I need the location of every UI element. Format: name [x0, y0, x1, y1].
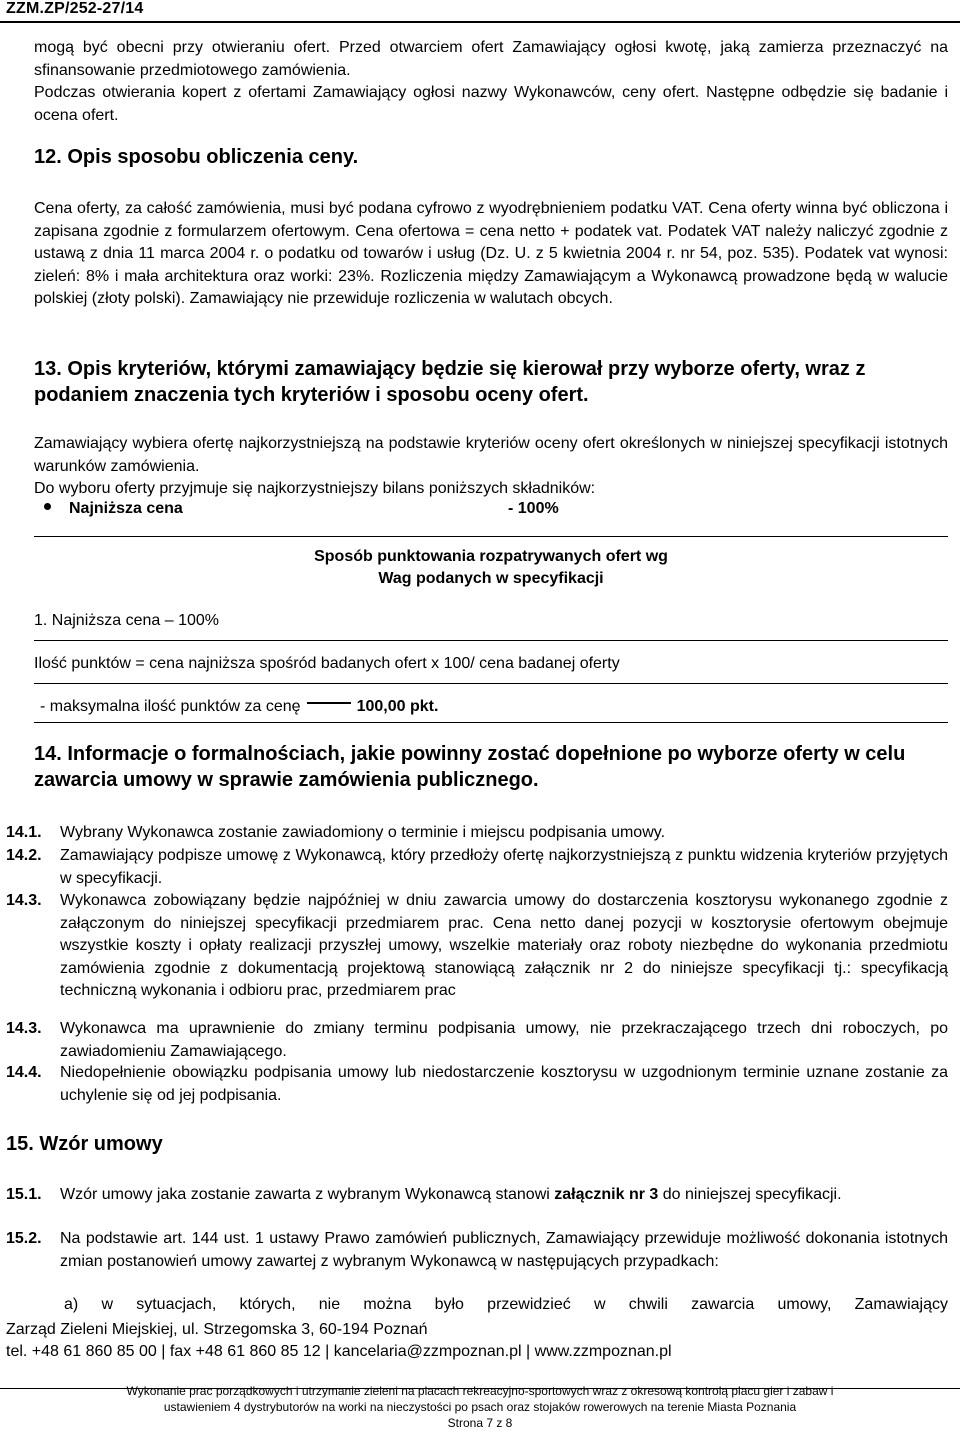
section-13-title: Opis kryteriów, którymi zamawiający będzie się kierował przy wyborze oferty, wraz z podaniem znaczenia tych kryteriów i sposobu oceny ofert. [34, 358, 866, 406]
scoring-box-title-line-2: Wag podanych w specyfikacji [378, 570, 604, 587]
item-text: Wybrany Wykonawca zostanie zawiadomiony o terminie i miejscu podpisania umowy. [60, 824, 666, 841]
section-13-paragraph-2: Do wyboru oferty przyjmuje się najkorzystniejszy bilans poniższych składników: [34, 480, 596, 497]
section-13-number: 13. [34, 358, 62, 380]
scoring-box-top-rule [34, 536, 948, 537]
item-text [60, 1184, 948, 1207]
item-text: Na podstawie art. 144 ust. 1 ustawy Prawo zamówień publicznych, Zamawiający przewiduje możliwość dokonania istotnych zmian postanowień umowy zawartej z wybranym Wykonawcą w następujących przypadkach: [60, 1230, 948, 1270]
item-number: 14.2. [6, 847, 42, 864]
section-15-subitem-a: a) w sytuacjach, których, nie można było przewidzieć w chwili zawarcia umowy, Zamawiający [64, 1296, 948, 1313]
page-number: Strona 7 z 8 [447, 1416, 513, 1430]
section-12-heading: 12. Opis sposobu obliczenia ceny. [34, 146, 359, 168]
criterion-weight: - 100% [508, 500, 559, 517]
item-number: 14.4. [6, 1064, 42, 1081]
footer-line-2: ustawieniem 4 dystrybutorów na worki na nieczystości po psach oraz stojaków rowerowych na terenie Miasta Poznania [163, 1400, 797, 1414]
item-number: 15.1. [6, 1186, 42, 1203]
scoring-formula: Ilość punktów = cena najniższa spośród badanych ofert x 100/ cena badanej oferty [34, 655, 620, 672]
scoring-box-title [34, 546, 948, 590]
section-13-paragraph-1: Zamawiający wybiera ofertę najkorzystniejszą na podstawie kryteriów oceny ofert określonych w niniejszej specyfikacji istotnych warunków zamówienia. [34, 435, 948, 475]
criterion-label: Najniższa cena [69, 500, 183, 517]
section-12-body: Cena oferty, za całość zamówienia, musi być podana cyfrowo z wyodrębnieniem podatku VAT. Cena oferty winna być obliczona i zapisana zgodnie z formularzem ofertowym. Cena ofertowa = cena netto + podatek vat. Podatek VAT należy naliczyć zgodnie z ustawą z dnia 11 marca 2004 r. o podatku od towarów i usług (Dz. U. z 5 kwietnia 2004 r. nr 54, poz. 535). Podatek vat wynosi: zieleń: 8% i mała architektura oraz worki: 23%. Rozliczenia między Zamawiającym a Wykonawcą prowadzone będą w walucie polskiej (złoty polski). Zamawiający nie przewiduje rozliczenia w walutach obcych. [34, 200, 948, 307]
scoring-criterion-item: 1. Najniższa cena – 100% [34, 612, 219, 629]
section-15-item-2 [6, 1228, 948, 1273]
item-text: Wykonawca zobowiązany będzie najpóźniej w dniu zawarcia umowy do dostarczenia kosztorysu wykonanego zgodnie z załączonym do niniejszej specyfikacji przedmiarem prac. Cena netto danej pozycji w kosztorysie ofertowym obejmuje wszystkie koszty i opłaty realizacji przyszłej umowy, wszelkie materiały oraz roboty niezbędne do wykonania przedmiotu zamówienia zgodnie z dokumentacją projektową stanowiącą załącznik nr 2 do niniejsze specyfikacji tj.: specyfikacją techniczną wykonania i odbioru prac, przedmiarem prac [60, 892, 948, 999]
item-number: 14.3. [6, 1020, 42, 1037]
attachment-reference: załącznik nr 3 [554, 1186, 659, 1203]
criterion-bullet [44, 500, 183, 518]
section-15-heading: 15. Wzór umowy [6, 1133, 163, 1155]
section-15-item-1 [6, 1184, 948, 1207]
section-14-title: Informacje o formalnościach, jakie powinny zostać dopełnione po wyborze oferty w celu zawarcia umowy w sprawie zamówienia publicznego. [34, 743, 906, 791]
intro-paragraph-1: mogą być obecni przy otwieraniu ofert. Przed otwarciem ofert Zamawiający ogłosi kwotę, jaką zamierza przeznaczyć na sfinansowanie przedmiotowego zamówienia. [34, 39, 948, 79]
section-14-item-2 [6, 845, 948, 890]
scoring-box-middle-rule [34, 640, 948, 641]
section-14-item-4 [6, 1018, 948, 1063]
item-number: 14.1. [6, 824, 42, 841]
contact-address: Zarząd Zieleni Miejskiej, ul. Strzegomska 3, 60-194 Poznań [6, 1321, 428, 1338]
section-14-item-5 [6, 1062, 948, 1107]
scoring-box-title-line-1: Sposób punktowania rozpatrywanych ofert wg [314, 548, 668, 565]
section-14-heading [34, 741, 948, 793]
scoring-box-bottom-rule [34, 722, 948, 723]
max-points-value: 100,00 pkt. [356, 698, 439, 715]
header-rule [0, 21, 960, 23]
section-14-number: 14. [34, 743, 62, 765]
item-number: 15.2. [6, 1230, 42, 1247]
section-13-heading [34, 356, 948, 408]
contact-details: tel. +48 61 860 85 00 | fax +48 61 860 85 12 | kancelaria@zzmpoznan.pl | www.zzmpoznan.pl [6, 1343, 672, 1360]
item-text-start: Wzór umowy jaka zostanie zawarta z wybranym Wykonawcą stanowi [60, 1186, 550, 1203]
item-number: 14.3. [6, 892, 42, 909]
scoring-box-lower-rule [34, 683, 948, 684]
intro-paragraph-2: Podczas otwierania kopert z ofertami Zamawiający ogłosi nazwy Wykonawców, ceny ofert. Następne odbędzie się badanie i ocena ofert. [34, 84, 948, 124]
bullet-icon [44, 503, 51, 510]
footer-line-1: Wykonanie prac porządkowych i utrzymanie zieleni na placach rekreacyjno-sportowych wraz z okresową kontrolą placu gier i zabaw i [126, 1384, 834, 1398]
max-points-label: - maksymalna ilość punktów za cenę [40, 698, 301, 715]
dash-rule [307, 702, 351, 704]
max-points-line [40, 696, 438, 719]
document-reference: ZZM.ZP/252-27/14 [6, 0, 144, 17]
item-text: Zamawiający podpisze umowę z Wykonawcą, który przedłoży ofertę najkorzystniejszą z punktu widzenia kryteriów przyjętych w specyfikacji. [60, 847, 948, 887]
item-text-end: do niniejszej specyfikacji. [662, 1186, 842, 1203]
item-text: Wykonawca ma uprawnienie do zmiany terminu podpisania umowy, nie przekraczającego trzech dni roboczych, po zawiadomieniu Zamawiającego. [60, 1020, 948, 1060]
section-14-item-1 [6, 822, 948, 845]
section-14-item-3 [6, 890, 948, 1003]
item-text: Niedopełnienie obowiązku podpisania umowy lub niedostarczenie kosztorysu w uzgodnionym terminie uznane zostanie za uchylenie się od jej podpisania. [60, 1064, 948, 1104]
